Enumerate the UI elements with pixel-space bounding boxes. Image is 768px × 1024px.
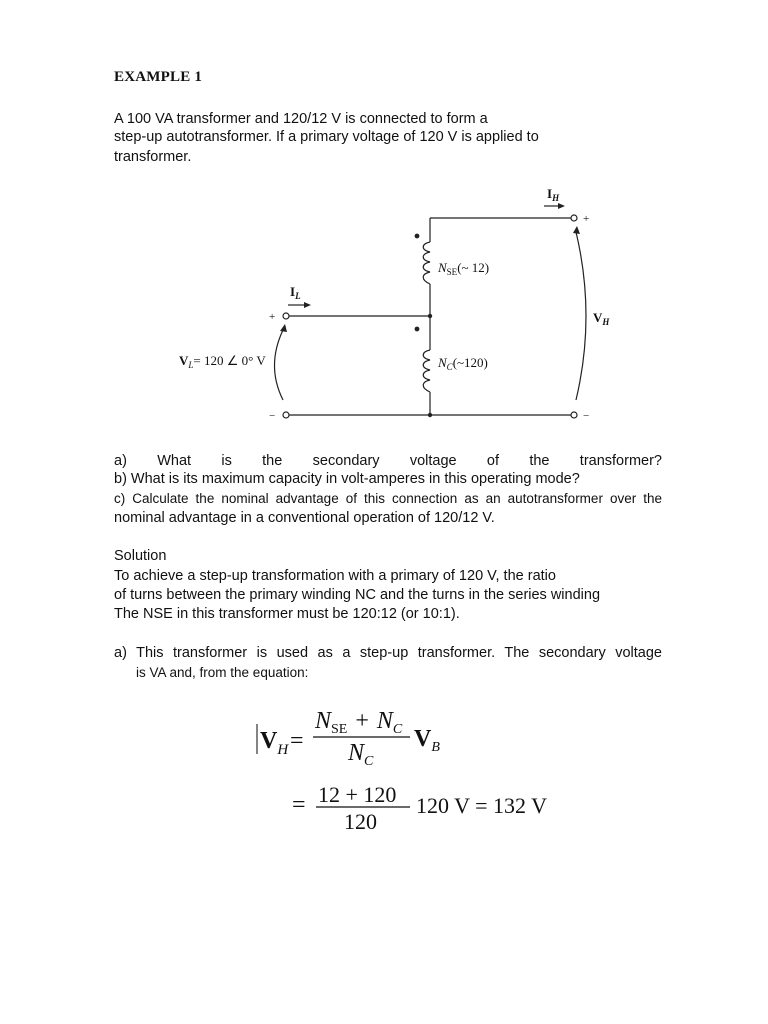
problem-line-3: transformer. bbox=[114, 149, 192, 165]
equation-denominator: $N_C$ bbox=[348, 740, 374, 769]
polarity-dot-common bbox=[415, 327, 420, 332]
equation-equals-1: = bbox=[290, 728, 304, 754]
question-a: a) What is the secondary voltage of the transformer? bbox=[114, 453, 662, 469]
equation-line2-result: 120 V = 132 V bbox=[416, 793, 547, 818]
polarity-dot-series bbox=[415, 234, 420, 239]
equation-equals-2: = bbox=[292, 792, 306, 818]
minus-sign-high: − bbox=[583, 410, 590, 422]
solution-a-line-1: a) This transformer is used as a step-up transformer. The secondary voltage bbox=[114, 645, 662, 661]
minus-sign-low: − bbox=[269, 410, 276, 422]
question-c-line-1: c) Calculate the nominal advantage of this connection as an autotransformer over the bbox=[114, 491, 662, 506]
equation-lhs: $V_H$ bbox=[260, 728, 289, 758]
solution-a-line-2: is VA and, from the equation: bbox=[136, 665, 309, 680]
equation-line2-denominator: 120 bbox=[344, 809, 377, 834]
junction-dot-bottom bbox=[428, 413, 432, 417]
solution-line-2: of turns between the primary winding NC and the turns in the series winding bbox=[114, 587, 601, 603]
question-c-line-2: nominal advantage in a conventional operation of 120/12 V. bbox=[114, 510, 495, 526]
problem-line-2: step-up autotransformer. If a primary voltage of 120 V is applied to bbox=[114, 129, 539, 145]
question-b: b) What is its maximum capacity in volt-amperes in this operating mode? bbox=[114, 471, 580, 487]
terminal-high-plus bbox=[571, 215, 577, 221]
terminal-low-plus bbox=[283, 313, 289, 319]
equation-line2-numerator: 12 + 120 bbox=[318, 782, 397, 807]
voltage-equation bbox=[250, 700, 580, 840]
common-winding-coil bbox=[423, 350, 430, 392]
nse-label: $N_{SE}(\sim$ 12) bbox=[438, 260, 490, 277]
junction-dot bbox=[428, 314, 432, 318]
plus-sign-low: + bbox=[269, 311, 276, 323]
terminal-low-minus bbox=[283, 412, 289, 418]
vl-voltage-arc bbox=[275, 330, 284, 400]
series-winding-coil bbox=[423, 242, 430, 284]
equation-numerator: $N_{SE} + N_C$ bbox=[315, 708, 403, 737]
il-arrowhead bbox=[304, 302, 311, 308]
solution-heading: Solution bbox=[114, 548, 167, 564]
example-title: EXAMPLE 1 bbox=[114, 69, 203, 85]
vh-voltage-arc bbox=[576, 232, 586, 400]
il-label: $I_L$ bbox=[290, 284, 301, 301]
vh-label: $V_H$ bbox=[593, 310, 610, 327]
autotransformer-circuit-diagram bbox=[150, 180, 630, 430]
solution-line-3: The NSE in this transformer must be 120:12 (or 10:1). bbox=[114, 606, 460, 622]
problem-line-1: A 100 VA transformer and 120/12 V is connected to form a bbox=[114, 111, 488, 127]
ih-arrowhead bbox=[558, 203, 565, 209]
plus-sign-high: + bbox=[583, 213, 590, 225]
vh-arc-arrowhead bbox=[573, 226, 580, 234]
terminal-high-minus bbox=[571, 412, 577, 418]
equation-rhs: $V_B$ bbox=[414, 726, 440, 755]
vl-label: $V_L= 120$ ∠ 0° V bbox=[179, 353, 266, 370]
vl-arc-arrowhead bbox=[280, 324, 287, 332]
solution-line-1: To achieve a step-up transformation with a primary of 120 V, the ratio bbox=[114, 568, 556, 584]
nc-label: $N_C(\sim 120)$ bbox=[438, 355, 488, 372]
ih-label: $I_H$ bbox=[547, 186, 560, 203]
